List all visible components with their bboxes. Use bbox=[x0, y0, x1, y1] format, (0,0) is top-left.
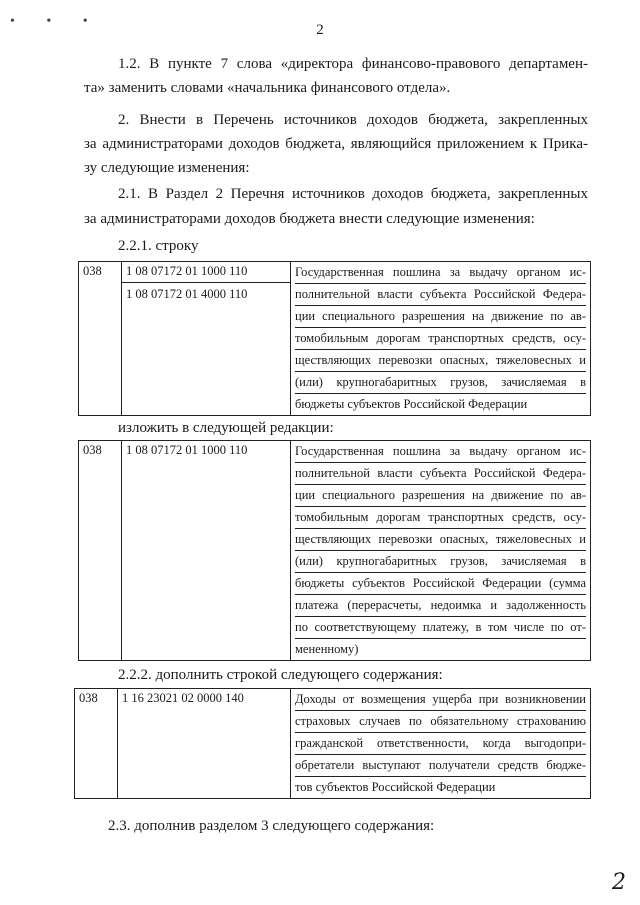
desc-line: гражданской ответственности, когда выгодопри- bbox=[295, 733, 586, 755]
handwritten-page-mark: 2 bbox=[612, 870, 626, 895]
admin-code-cell: 038 bbox=[79, 441, 122, 661]
paragraph-1-2-line-1: 1.2. В пункте 7 слова «директора финансово-правового департамен- bbox=[118, 56, 588, 72]
admin-code-cell: 038 bbox=[75, 689, 118, 799]
paragraph-2-1-line-2: за администраторами доходов бюджета внести следующие изменения: bbox=[84, 211, 535, 227]
admin-code-cell: 038 bbox=[79, 262, 122, 416]
revenue-code-cell bbox=[122, 262, 291, 416]
desc-line: Государственная пошлина за выдачу органом ис- bbox=[295, 262, 586, 284]
paragraph-1-2-line-2: та» заменить словами «начальника финансового отдела». bbox=[84, 80, 451, 96]
izlozhit-label: изложить в следующей редакции: bbox=[118, 420, 334, 436]
corner-marks: • • • bbox=[10, 14, 102, 29]
desc-line: томобильным дорогам транспортных средств, осу- bbox=[295, 328, 586, 350]
desc-line: бюджеты субъектов Российской Федерации (сумма bbox=[295, 573, 586, 595]
desc-line: тов субъектов Российской Федерации bbox=[295, 780, 496, 794]
revenue-code-a: 1 08 07172 01 1000 110 bbox=[122, 264, 290, 283]
desc-line: платежа (перерасчеты, недоимка и задолженность bbox=[295, 595, 586, 617]
revenue-table-added bbox=[74, 688, 591, 799]
paragraph-2-line-3: зу следующие изменения: bbox=[84, 160, 250, 176]
revenue-description-cell bbox=[291, 262, 591, 416]
desc-line: полнительной власти субъекта Российской Федера- bbox=[295, 284, 586, 306]
desc-line: ществляющих перевозки опасных, тяжеловесных и bbox=[295, 529, 586, 551]
desc-line: обретатели выступают получатели средств бюдже- bbox=[295, 755, 586, 777]
desc-line: (или) крупногабаритных грузов, зачисляемая в bbox=[295, 551, 586, 573]
revenue-code-cell: 1 16 23021 02 0000 140 bbox=[118, 689, 291, 799]
revenue-code-b: 1 08 07172 01 4000 110 bbox=[126, 287, 248, 301]
page-number: 2 bbox=[316, 22, 324, 38]
desc-line: ции специального разрешения на движение по ав- bbox=[295, 306, 586, 328]
revenue-table-old bbox=[78, 261, 591, 416]
desc-line: по соответствующему платежу, в том числе по от- bbox=[295, 617, 586, 639]
revenue-code-cell: 1 08 07172 01 1000 110 bbox=[122, 441, 291, 661]
paragraph-2-2-1: 2.2.1. строку bbox=[118, 238, 199, 254]
desc-line: ции специального разрешения на движение по ав- bbox=[295, 485, 586, 507]
paragraph-2-line-1: 2. Внести в Перечень источников доходов бюджета, закрепленных bbox=[118, 112, 588, 128]
desc-line: ществляющих перевозки опасных, тяжеловесных и bbox=[295, 350, 586, 372]
desc-line: Доходы от возмещения ущерба при возникновении bbox=[295, 689, 586, 711]
desc-line: мененному) bbox=[295, 642, 359, 656]
desc-line: бюджеты субъектов Российской Федерации bbox=[295, 397, 528, 411]
desc-line: полнительной власти субъекта Российской Федера- bbox=[295, 463, 586, 485]
desc-line: страховых случаев по обязательному страхованию bbox=[295, 711, 586, 733]
paragraph-2-1-line-1: 2.1. В Раздел 2 Перечня источников доходов бюджета, закрепленных bbox=[118, 186, 588, 202]
desc-line: Государственная пошлина за выдачу органом ис- bbox=[295, 441, 586, 463]
desc-line: томобильным дорогам транспортных средств, осу- bbox=[295, 507, 586, 529]
paragraph-2-2-2: 2.2.2. дополнить строкой следующего содержания: bbox=[118, 667, 443, 683]
revenue-table-new bbox=[78, 440, 591, 661]
desc-line: (или) крупногабаритных грузов, зачисляемая в bbox=[295, 372, 586, 394]
revenue-description-cell bbox=[291, 689, 591, 799]
paragraph-2-line-2: за администраторами доходов бюджета, являющийся приложением к Прика- bbox=[84, 136, 588, 152]
revenue-description-cell bbox=[291, 441, 591, 661]
paragraph-2-3: 2.3. дополнив разделом 3 следующего содержания: bbox=[108, 818, 435, 834]
